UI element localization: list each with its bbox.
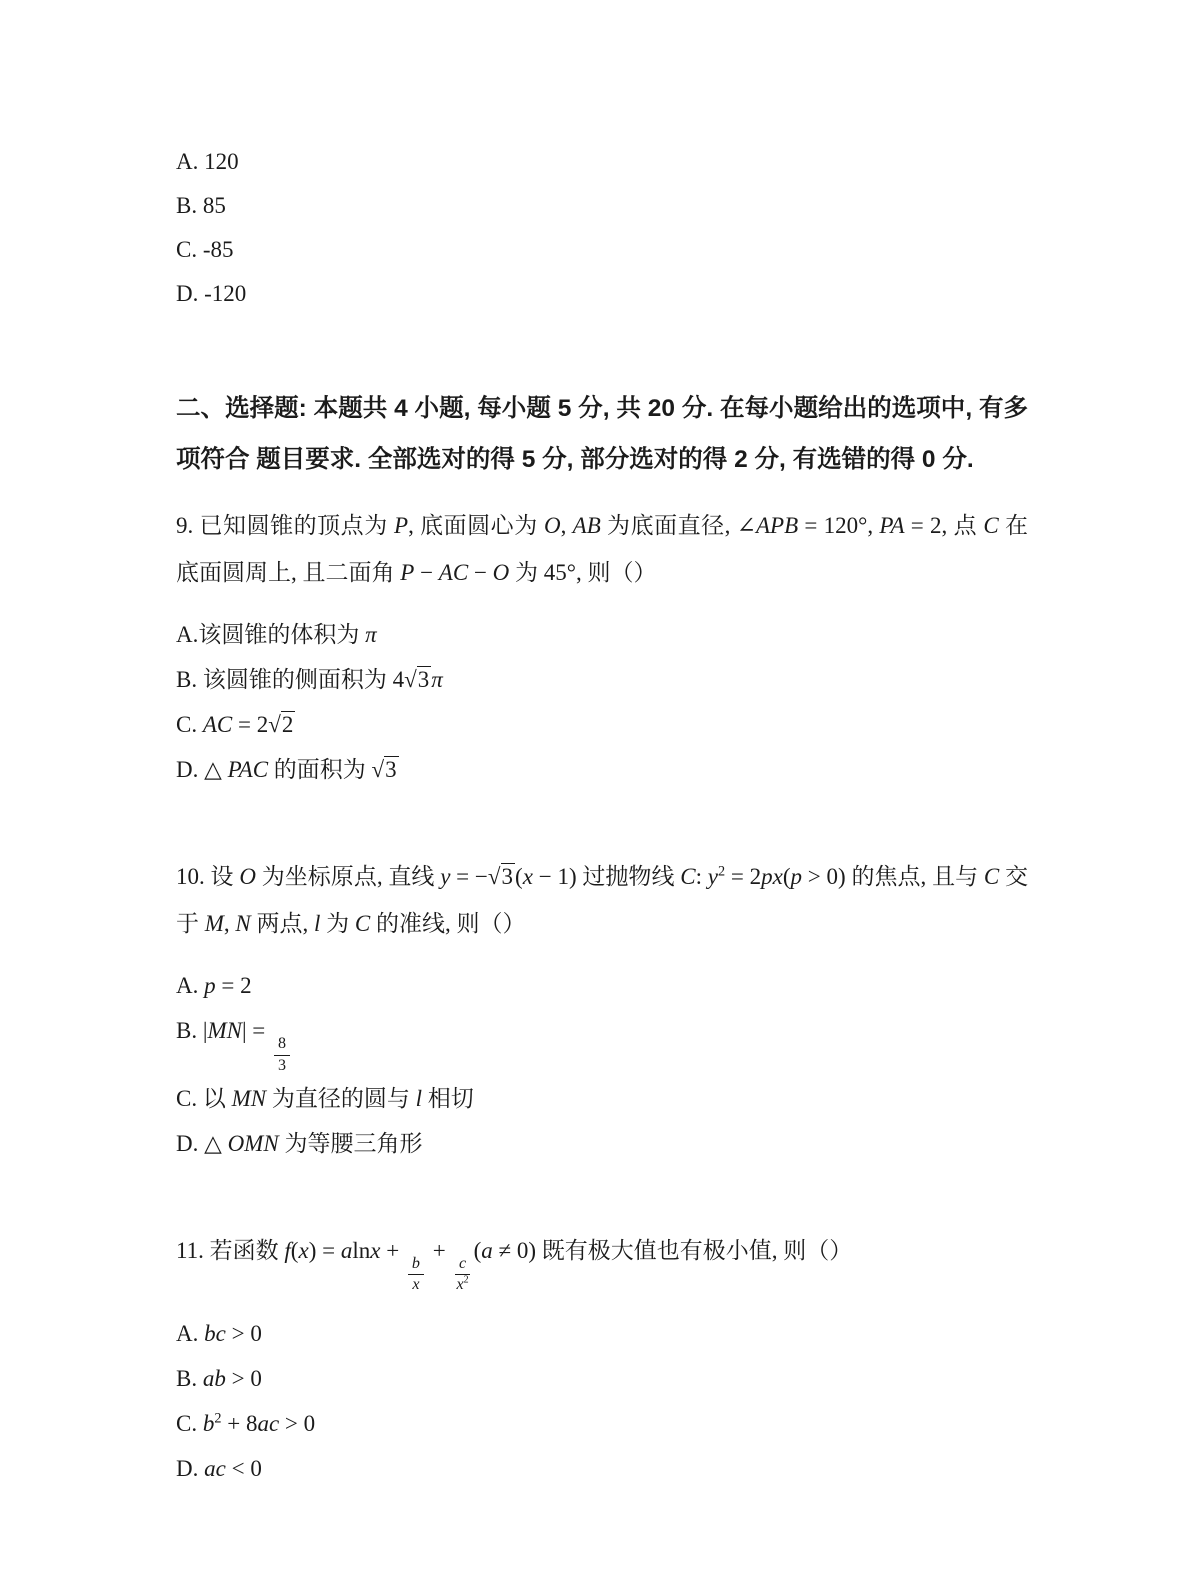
question-11-stem: 11. 若函数 f(x) = alnx + $\frac{b}{x}$ + $\frac{c}{x^2}$ (a ≠ 0) 既有极大值也有极小值, 则（） xyxy=(176,1237,853,1294)
question-10-options xyxy=(176,964,1028,1166)
question-9 xyxy=(176,502,1028,793)
question-9-option-d: D. △ PAC 的面积为 √3 xyxy=(176,756,397,782)
question-8-option-b: B. 85 xyxy=(176,193,226,219)
question-10-stem: 10. 设 O 为坐标原点, 直线 y = −√3(x − 1) 过抛物线 C: $y^2 = 2px(p > 0)$ 的焦点, 且与 C 交于 M, N 两点, l 为 C 的准线, 则（） xyxy=(176,862,1029,937)
question-8-option-d: D. -120 xyxy=(176,281,247,307)
question-10-option-b: B. |MN| = $\frac{8}{3}$ xyxy=(176,1009,1028,1077)
question-8-options xyxy=(176,140,1028,317)
question-11-option-b: B. ab > 0 xyxy=(176,1366,262,1392)
question-9-option-c: C. AC = 2√2 xyxy=(176,711,294,737)
question-10 xyxy=(176,853,1028,1167)
question-9-options xyxy=(176,613,1028,792)
question-9-option-a: A.该圆锥的体积为 π xyxy=(176,622,377,648)
section-2-header: 二、选择题: 本题共 4 小题, 每小题 5 分, 共 20 分. 在每小题给出的选项中, 有多项符合 题目要求. 全部选对的得 5 分, 部分选对的得 2 分, 有选错的得 0 分. xyxy=(176,394,1028,474)
question-11-option-a: A. bc > 0 xyxy=(176,1321,262,1347)
question-11-options xyxy=(176,1312,1028,1491)
question-11-option-d: D. ac < 0 xyxy=(176,1455,262,1481)
question-11 xyxy=(176,1227,1028,1492)
question-11-option-c: C. $b^2 + 8ac > 0$ xyxy=(176,1410,316,1437)
question-10-option-a: A. p = 2 xyxy=(176,973,252,999)
question-9-stem: 9. 已知圆锥的顶点为 P, 底面圆心为 O, AB 为底面直径, ∠APB = 120°, PA = 2, 点 C 在底面圆周上, 且二面角 P − AC − O 为 45°, 则（） xyxy=(176,512,1029,586)
question-10-option-c: C. 以 MN 为直径的圆与 l 相切 xyxy=(176,1085,474,1111)
question-8-option-a: A. 120 xyxy=(176,149,239,174)
question-9-option-b: B. 该圆锥的侧面积为 4√3π xyxy=(176,667,443,692)
question-8-option-c: C. -85 xyxy=(176,237,234,263)
question-10-option-d: D. △ OMN 为等腰三角形 xyxy=(176,1130,423,1156)
